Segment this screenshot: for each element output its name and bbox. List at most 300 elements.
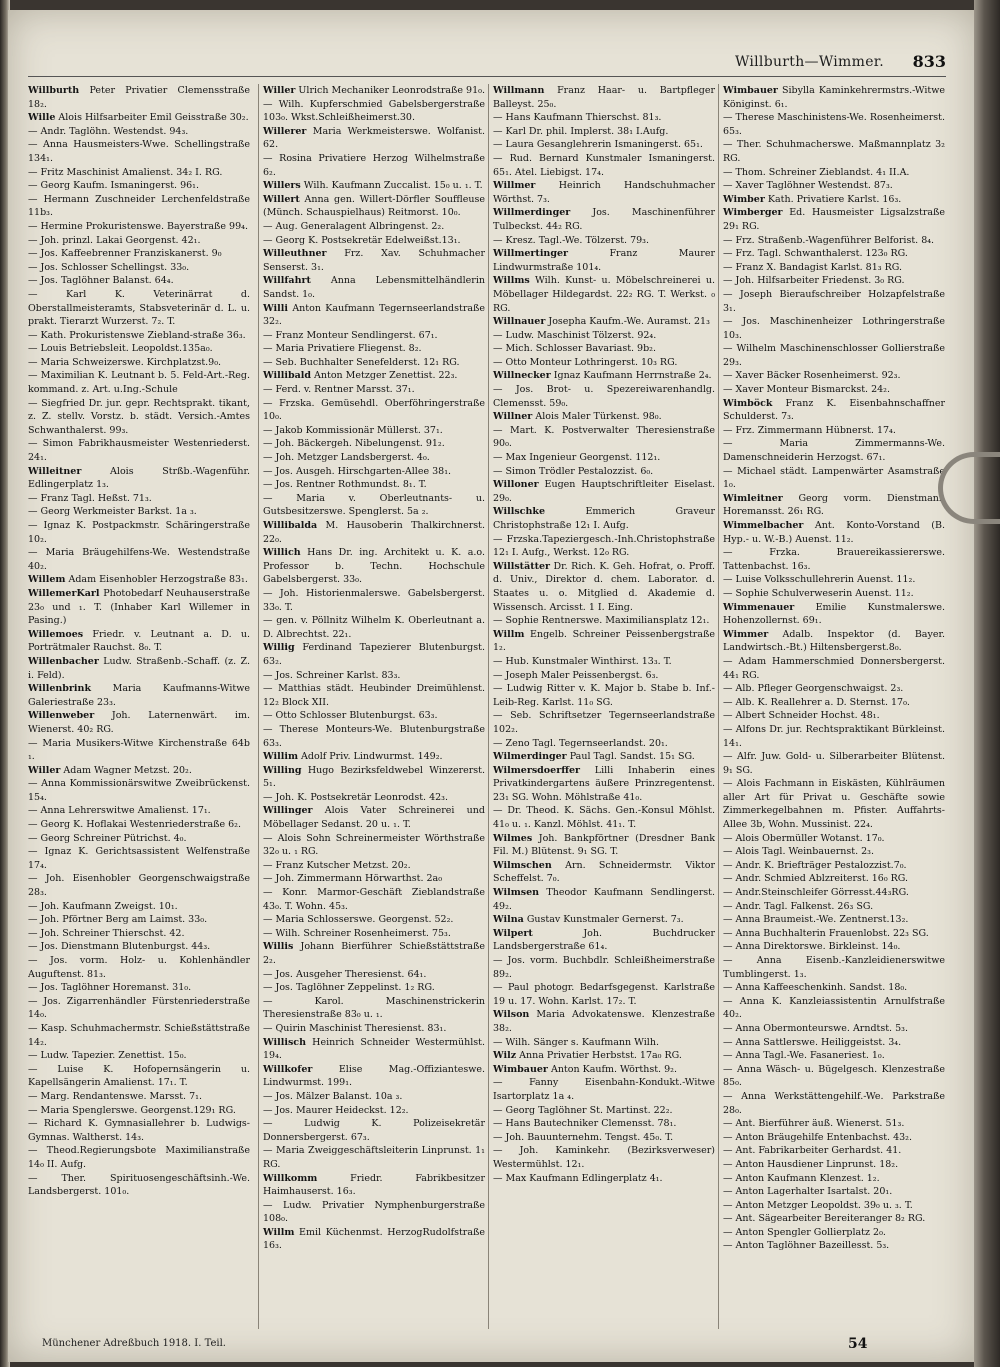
entry-text: Wilh. Kunst- u. Möbelschreinerei u. Möbellager Hildegardst. 22₂ RG. T. Werkst. ₀ RG.	[493, 275, 715, 314]
entry-text: — Anna Obermonteurswe. Arndtst. 5₃.	[723, 1022, 908, 1034]
entry-surname: Wimmer	[723, 628, 769, 640]
directory-entry	[723, 546, 945, 573]
directory-entry	[493, 247, 715, 274]
entry-text: — Georg Werkmeister Barkst. 1a ₃.	[28, 506, 197, 518]
entry-surname: Willm	[263, 1226, 295, 1238]
directory-entry	[28, 573, 250, 587]
entry-text: — Konr. Marmor-Geschäft Zieblandstraße 43₀. T. Wohn. 45₃.	[263, 887, 485, 912]
entry-text: Paul Tagl. Sandst. 15₁ SG.	[569, 751, 695, 763]
entry-text: Franz Maurer Lindwurmstraße 101₄.	[493, 248, 715, 273]
entry-text: — Sophie Rentnerswe. Maximiliansplatz 12₁.	[493, 615, 710, 627]
entry-surname: Wimbauer	[493, 1063, 548, 1075]
entry-text: Gustav Kunstmaler Gernerst. 7₃.	[526, 914, 684, 926]
directory-entry	[723, 954, 945, 981]
entry-text: Anna Privatier Herbstst. 17a₀ RG.	[519, 1050, 682, 1062]
entry-text: Ulrich Mechaniker Leonrodstraße 91₀.	[298, 85, 485, 96]
directory-entry	[493, 1049, 715, 1063]
directory-entry	[493, 315, 715, 329]
directory-entry	[28, 369, 250, 396]
entry-text: — Frz. Zimmermann Hübnerst. 17₄.	[723, 424, 896, 436]
entry-text: Wilh. Kaufmann Zuccalist. 15₀ u. ₁. T.	[303, 180, 483, 192]
entry-text: — Georg K. Postsekretär Edelweißst.13₁.	[263, 234, 461, 246]
entry-text: Anton Kaufm. Wörthst. 9₂.	[550, 1063, 677, 1075]
entry-text: Friedr. Fabrikbesitzer Haimhauserst. 16₃.	[263, 1172, 485, 1198]
directory-entry	[263, 179, 485, 193]
entry-text: Emmerich Graveur Christophstraße 12₁ I. Aufg.	[493, 506, 715, 531]
entry-surname: Wimber	[723, 193, 765, 205]
directory-entry	[723, 859, 945, 873]
entry-text: — Thom. Schreiner Zieblandst. 4₁ II.A.	[723, 166, 910, 178]
directory-entry	[493, 1008, 715, 1035]
entry-surname: Willm	[493, 628, 525, 640]
directory-entry	[723, 1144, 945, 1158]
entry-text: Franz K. Eisenbahnschaffner Schulderst. 7₃.	[723, 397, 945, 423]
entry-text: — Ant. Fabrikarbeiter Gerhardst. 41.	[723, 1145, 902, 1157]
entry-surname: Willstätter	[493, 560, 551, 572]
directory-entry	[723, 927, 945, 941]
entry-surname: Willmann	[493, 85, 545, 96]
entry-surname: Willmertinger	[493, 248, 569, 260]
entry-text: — Jos. Schreiner Karlst. 83₃.	[263, 669, 401, 681]
entry-text: — Joh. Pförtner Berg am Laimst. 33₀.	[28, 914, 208, 926]
directory-entry	[263, 641, 485, 668]
directory-entry	[723, 886, 945, 900]
entry-surname: Willschke	[493, 506, 545, 518]
directory-entry	[493, 804, 715, 831]
entry-text: — Xaver Bäcker Rosenheimerst. 92₃.	[723, 370, 901, 382]
directory-entry	[28, 1049, 250, 1063]
entry-text: — Hans Kaufmann Thierschst. 81₃.	[493, 112, 662, 124]
entry-surname: Willenbrink	[28, 683, 92, 695]
entry-text: — Anna Buchhalterin Frauenlobst. 22₃ SG.	[723, 927, 929, 939]
entry-text: Ferdinand Tapezierer Blutenburgst. 63₂.	[263, 642, 485, 667]
entry-text: Maria Advokatenswe. Klenzestraße 38₂.	[493, 1009, 715, 1034]
directory-entry	[28, 587, 250, 628]
directory-entry	[28, 655, 250, 682]
entry-surname: Willeitner	[28, 465, 82, 477]
entry-text: — Zeno Tagl. Tegernseerlandst. 20₁.	[493, 737, 668, 749]
directory-entry	[493, 1076, 715, 1103]
entry-text: — Paul photogr. Bedarfsgegenst. Karlstraße 19 u. 17. Wohn. Karlst. 17₂. T.	[493, 982, 715, 1007]
directory-entry	[263, 1117, 485, 1144]
entry-surname: Willkomm	[263, 1172, 318, 1184]
directory-entry	[28, 138, 250, 165]
directory-entry	[493, 1104, 715, 1118]
directory-entry	[263, 723, 485, 750]
directory-entry	[723, 315, 945, 342]
directory-entry	[263, 859, 485, 873]
entry-text: — Andr. K. Briefträger Pestalozzist.7₀.	[723, 859, 907, 871]
directory-entry	[723, 1090, 945, 1117]
directory-entry	[263, 247, 485, 274]
directory-entry	[28, 220, 250, 234]
directory-entry	[28, 193, 250, 220]
entry-text: Joh. Bankpförtner (Dresdner Bank Fil. M.) Blütenst. 9₁ SG. T.	[493, 832, 715, 858]
entry-surname: Wilmersdoerffer	[493, 764, 581, 776]
directory-entry	[723, 587, 945, 601]
directory-entry	[493, 383, 715, 410]
directory-entry	[28, 1172, 250, 1199]
entry-text: — Simon Fabrikhausmeister Westenriederst. 24₁.	[28, 438, 250, 464]
directory-entry	[28, 274, 250, 288]
entry-text: Hugo Bezirksfeldwebel Winzererst. 5₁.	[263, 764, 485, 790]
directory-entry	[723, 872, 945, 886]
directory-entry	[723, 1239, 945, 1253]
directory-entry	[263, 465, 485, 479]
directory-entry	[723, 111, 945, 138]
directory-entry	[263, 886, 485, 913]
entry-text: — Maria Bräugehilfens-We. Westendstraße 40₂.	[28, 547, 250, 572]
entry-text: — Jos. Schlosser Schellingst. 33₀.	[28, 261, 190, 273]
entry-text: — Wilh. Schreiner Rosenheimerst. 75₃.	[263, 927, 451, 939]
entry-text: Eugen Hauptschriftleiter Eiselast. 29₀.	[493, 479, 715, 504]
directory-entry	[263, 193, 485, 220]
directory-entry	[723, 84, 945, 111]
directory-entry	[263, 302, 485, 329]
entry-text: — Anna Sattlerswe. Heiliggeistst. 3₄.	[723, 1036, 902, 1048]
entry-text: — Anna Kommissionärswitwe Zweibrückenst. 15₄.	[28, 778, 250, 803]
entry-text: — Jos. vorm. Holz- u. Kohlenhändler Auguftenst. 81₃.	[28, 955, 250, 980]
directory-entry	[263, 1063, 485, 1090]
entry-text: M. Hausoberin Thalkirchnerst. 22₀.	[263, 520, 485, 545]
directory-entry	[28, 261, 250, 275]
entry-text: — Alb. Pfleger Georgenschwaigst. 2₃.	[723, 683, 904, 695]
entry-text: — Joh. Kaufmann Zweigst. 10₁.	[28, 900, 178, 912]
entry-surname: Willmerdinger	[493, 207, 571, 219]
directory-entry	[493, 138, 715, 152]
entry-text: — Therese Monteurs-We. Blutenburgstraße 63₃.	[263, 723, 485, 749]
directory-entry	[723, 383, 945, 397]
directory-entry	[493, 1036, 715, 1050]
directory-entry	[493, 342, 715, 356]
directory-entry	[723, 369, 945, 383]
entry-text: Johann Bierführer Schießstättstraße 2₂.	[263, 941, 485, 966]
directory-entry	[263, 968, 485, 982]
entry-text: — Alfons Dr. jur. Rechtspraktikant Bürkleinst. 14₁.	[723, 723, 945, 749]
directory-entry	[28, 682, 250, 709]
directory-entry	[263, 274, 485, 301]
entry-text: — Alois Sohn Schreinermeister Wörthstraße 32₀ u. ₁ RG.	[263, 832, 485, 858]
directory-entry	[263, 383, 485, 397]
entry-text: — Ludwig K. Polizeisekretär Donnersbergerst. 67₃.	[263, 1118, 485, 1143]
entry-text: — Maria Spenglerswe. Georgenst.129₁ RG.	[28, 1104, 236, 1116]
entry-text: — Luise K. Hofopernsängerin u. Kapellsängerin Amalienst. 17₁. T.	[28, 1063, 250, 1089]
entry-text: — Kresz. Tagl.-We. Tölzerst. 79₃.	[493, 234, 649, 246]
directory-entry	[263, 234, 485, 248]
entry-surname: Willibalda	[263, 520, 318, 531]
directory-entry	[493, 1063, 715, 1077]
entry-text: Heinrich Handschuhmacher Wörthst. 7₃.	[493, 180, 715, 205]
entry-text: — Andr. Taglöhn. Westendst. 94₃.	[28, 125, 189, 137]
entry-text: — Alois Tagl. Weinbauernst. 2₃.	[723, 846, 875, 858]
directory-entry	[723, 492, 945, 519]
entry-text: — Simon Trödler Pestalozzist. 6₀.	[493, 465, 654, 477]
directory-entry	[493, 505, 715, 532]
directory-entry	[493, 356, 715, 370]
entry-surname: Willemoes	[28, 628, 84, 640]
entry-text: Frz. Xav. Schuhmacher Senserst. 3₁.	[263, 248, 485, 273]
entry-text: Anna Lebensmittelhändlerin Sandst. 1₀.	[263, 275, 485, 300]
directory-entry	[493, 111, 715, 125]
directory-entry	[28, 764, 250, 778]
entry-text: Josepha Kaufm.-We. Auramst. 21₃	[548, 316, 710, 328]
entry-surname: Willms	[493, 275, 530, 287]
entry-text: — Maria Schweizerswe. Kirchplatzst.9₀.	[28, 356, 222, 368]
directory-entry	[493, 764, 715, 805]
entry-surname: Willmer	[493, 180, 536, 192]
entry-text: — Richard K. Gymnasiallehrer b. Ludwigs-Gymnas. Waltherst. 14₃.	[28, 1118, 250, 1143]
entry-surname: Willnauer	[493, 316, 546, 328]
entry-text: Kath. Privatiere Karlst. 16₃.	[767, 193, 902, 205]
entry-text: — Dr. Theod. K. Sächs. Gen.-Konsul Möhlst. 41₀ u. ₁. Kanzl. Möhlst. 41₁. T.	[493, 805, 715, 831]
directory-entry	[28, 342, 250, 356]
entry-text: Alois Maler Türkenst. 98₀.	[535, 411, 662, 423]
entry-text: — Anna K. Kanzleiassistentin Arnulfstraße 40₂.	[723, 995, 945, 1021]
directory-entry	[723, 628, 945, 655]
directory-entry	[723, 179, 945, 193]
directory-entry	[28, 397, 250, 438]
directory-entry	[493, 669, 715, 683]
directory-entry	[28, 111, 250, 125]
entry-text: — Andr. Tagl. Falkenst. 26₃ SG.	[723, 900, 874, 912]
directory-entry	[723, 845, 945, 859]
entry-text: — Maria Privatiere Fliegenst. 8₂.	[263, 343, 422, 355]
entry-text: Adam Eisenhobler Herzogstraße 83₁.	[68, 574, 248, 586]
page-footer	[28, 1336, 946, 1356]
entry-text: — Ludw. Privatier Nymphenburgerstraße 108₀.	[263, 1199, 485, 1225]
entry-surname: Wilson	[493, 1009, 530, 1021]
directory-entry	[263, 804, 485, 831]
entry-text: — Siegfried Dr. jur. gepr. Rechtsprakt. tikant, z. Z. stellv. Vorstz. b. städt. Versich.-Amtes Schwanthalerst. 99₃.	[28, 397, 250, 436]
entry-text: — Xaver Monteur Bismarckst. 24₂.	[723, 384, 891, 396]
entry-text: — Jos. vorm. Buchbdlr. Schleißheimerstraße 89₂.	[493, 955, 715, 980]
entry-text: — Maria Zimmermanns-We. Damenschneiderin Herzogst. 67₁.	[723, 438, 945, 464]
directory-entry	[493, 927, 715, 954]
entry-text: — Kasp. Schuhmachermstr. Schießstättstraße 14₂.	[28, 1022, 250, 1048]
entry-text: — Andr. Schmied Ablzreiterst. 16₀ RG.	[723, 873, 909, 885]
directory-entry	[263, 84, 485, 98]
entry-text: — Maria Zweiggeschäftsleiterin Linprunst. 1₁ RG.	[263, 1145, 485, 1170]
entry-text: — Matthias städt. Heubinder Dreimühlenst. 12₂ Block XII.	[263, 683, 485, 708]
entry-text: Heinrich Schneider Westermühlst. 19₄.	[263, 1036, 485, 1062]
entry-surname: WillemerKarl	[28, 587, 100, 599]
directory-entry	[723, 696, 945, 710]
entry-surname: Willeuthner	[263, 248, 327, 260]
entry-text: Arn. Schneidermstr. Viktor Scheffelst. 7₀.	[493, 859, 715, 885]
directory-entry	[28, 546, 250, 573]
entry-text: Elise Mag.-Offizianteswe. Lindwurmst. 199₁.	[263, 1063, 485, 1089]
entry-text: — Anna Kaffeeschenkinh. Sandst. 18₀.	[723, 982, 908, 994]
entry-text: Hans Dr. ing. Architekt u. K. a.o. Professor b. Techn. Hochschule Gabelsbergerst. 33₀.	[263, 547, 485, 586]
directory-entry	[723, 682, 945, 696]
directory-entry	[723, 995, 945, 1022]
directory-entry	[493, 206, 715, 233]
directory-entry	[28, 927, 250, 941]
entry-text: Lilli Inhaberin eines Privatkindergartens äußere Prinzregentenst. 23₁ SG. Wohn. Möhlstraße 41₀.	[493, 764, 715, 803]
entry-surname: Wilmsen	[493, 887, 540, 899]
directory-entry	[723, 234, 945, 248]
entry-text: — Maria Musikers-Witwe Kirchenstraße 64b ₁.	[28, 737, 250, 763]
directory-entry	[263, 1104, 485, 1118]
entry-text: — Franz Kutscher Metzst. 20₂.	[263, 859, 411, 871]
entry-surname: Wilpert	[493, 927, 533, 939]
directory-entry	[493, 424, 715, 451]
directory-entry	[263, 329, 485, 343]
entry-surname: Wimmenauer	[723, 601, 795, 613]
directory-entry	[28, 329, 250, 343]
entry-text: — Frzka. Brauereikassiererswe. Tattenbachst. 16₃.	[723, 547, 945, 572]
directory-entry	[723, 723, 945, 750]
entry-text: — Hub. Kunstmaler Winthirst. 13₃. T.	[493, 655, 672, 667]
directory-entry	[723, 288, 945, 315]
entry-surname: Willi	[263, 302, 288, 314]
entry-text: — Alb. K. Reallehrer a. D. Sternst. 17₀.	[723, 696, 910, 708]
directory-entry	[28, 247, 250, 261]
directory-entry	[263, 927, 485, 941]
directory-entry	[263, 940, 485, 967]
entry-text: — gen. v. Pöllnitz Wilhelm K. Oberleutnant a. D. Albrechtst. 22₁.	[263, 615, 485, 640]
entry-text: — Ludw. Maschinist Tölzerst. 92₄.	[493, 329, 657, 341]
entry-text: — Anton Taglöhner Bazeillesst. 5₃.	[723, 1240, 890, 1252]
directory-entry	[263, 125, 485, 152]
entry-text: — Frz. Straßenb.-Wagenführer Belforist. 8₄.	[723, 234, 935, 246]
entry-surname: Willert	[263, 193, 300, 205]
directory-entry	[28, 1117, 250, 1144]
directory-entry	[263, 587, 485, 614]
directory-entry	[723, 1117, 945, 1131]
entry-text: — Anton Lagerhalter Isartalst. 20₁.	[723, 1186, 893, 1198]
directory-entry	[723, 274, 945, 288]
directory-entry	[493, 179, 715, 206]
entry-text: — Ferd. v. Rentner Marsst. 37₁.	[263, 384, 415, 396]
entry-text: — Joseph Maler Peissenbergst. 6₃.	[493, 669, 659, 681]
entry-text: — Anton Metzger Leopoldst. 39₀ u. ₃. T.	[723, 1199, 913, 1211]
directory-entry	[723, 1185, 945, 1199]
binder-clip	[938, 452, 1000, 524]
directory-entry	[493, 614, 715, 628]
entry-text: — Michael städt. Lampenwärter Asamstraße 1₀.	[723, 465, 945, 491]
directory-entry	[493, 1144, 715, 1171]
directory-entry	[263, 98, 485, 125]
entry-text: Joh. Buchdrucker Landsbergerstraße 61₄.	[493, 927, 715, 953]
directory-entry	[28, 995, 250, 1022]
entry-text: — Jos. Taglöhner Horemanst. 31₀.	[28, 982, 192, 994]
entry-text: Alois Strßb.-Wagenführ. Edlingerplatz 1₃.	[28, 465, 250, 491]
directory-entry	[263, 913, 485, 927]
entry-text: — Ignaz K. Postpackmstr. Schäringerstraße 10₂.	[28, 520, 250, 545]
entry-text: Anna gen. Willert-Dörfler Soufflеuse (Münch. Schauspielhaus) Reitmorst. 10₀.	[263, 193, 485, 219]
entry-text: — Jos. Rentner Rothmundst. 8₁. T.	[263, 479, 427, 491]
directory-entry	[263, 682, 485, 709]
directory-entry	[263, 1022, 485, 1036]
entry-text: — Ignaz K. Gerichtsassistent Welfenstraße 17₄.	[28, 846, 250, 871]
entry-text: Emil Küchenmst. HerzogRudolfstraße 16₃.	[263, 1226, 485, 1252]
entry-surname: Wilna	[493, 914, 524, 926]
directory-entry	[263, 1036, 485, 1063]
directory-entry	[723, 342, 945, 369]
entry-text: Alois Hilfsarbeiter Emil Geisstraße 30₂.	[58, 112, 249, 124]
directory-entry	[723, 832, 945, 846]
directory-entry	[723, 750, 945, 777]
directory-entry	[723, 601, 945, 628]
directory-entry	[493, 533, 715, 560]
entry-text: — Joh. Schreiner Thierschst. 42.	[28, 927, 185, 939]
entry-text: — Joh. prinzl. Lakai Georgenst. 42₁.	[28, 234, 201, 246]
entry-text: — Wilh. Sänger s. Kaufmann Wilh.	[493, 1036, 659, 1048]
directory-entry	[723, 193, 945, 207]
directory-entry	[493, 451, 715, 465]
directory-columns	[28, 84, 943, 1329]
directory-entry	[723, 437, 945, 464]
entry-text: Photobedarf Neuhauserstraße 23₀ und ₁. T. (Inhaber Karl Willemer in Pasing.)	[28, 587, 250, 627]
entry-text: Anton Metzger Zenettist. 22₃.	[314, 370, 458, 382]
directory-entry	[723, 465, 945, 492]
entry-surname: Willers	[263, 180, 301, 192]
entry-text: — Anna Wäsch- u. Bügelgesch. Klenzestraße 85₀.	[723, 1063, 945, 1089]
entry-surname: Willis	[263, 941, 294, 953]
directory-entry	[493, 84, 715, 111]
entry-text: — Georg Taglöhner St. Martinst. 22₂.	[493, 1104, 673, 1116]
directory-entry	[723, 709, 945, 723]
entry-text: — Theod.Regierungsbote Maximilianstraße 14₀ II. Aufg.	[28, 1145, 250, 1170]
entry-surname: Willer	[28, 764, 61, 776]
entry-text: — Mart. K. Postverwalter Theresienstraße 90₀.	[493, 424, 715, 450]
entry-text: — Mich. Schlosser Bavariast. 9b₂.	[493, 343, 657, 355]
entry-text: — Franz X. Bandagist Karlst. 81₃ RG.	[723, 261, 903, 273]
directory-entry	[493, 1172, 715, 1186]
directory-entry	[723, 519, 945, 546]
entry-text: — Alois Fachmann in Eiskästen, Kühlräumen aller Art für Privat u. Geschäfte sowie Zimmerkegelbahnen m. Pfister. Auffahrts-Allee 3b, Wohn. Mussinist. 22₄.	[723, 778, 945, 831]
directory-entry	[28, 1063, 250, 1090]
entry-surname: Willfahrt	[263, 275, 311, 287]
directory-entry	[493, 886, 715, 913]
entry-surname: Wimböck	[723, 397, 773, 409]
page-number: 833	[912, 52, 946, 71]
entry-text: — Jakob Kommissionär Müllerst. 37₁.	[263, 424, 443, 436]
directory-entry	[263, 451, 485, 465]
directory-entry	[723, 397, 945, 424]
entry-text: Emilie Kunstmalerswe. Hohenzollernst. 69₁.	[723, 601, 945, 627]
entry-surname: Wimleitner	[723, 492, 783, 504]
entry-text: — Seb. Schriftsetzer Tegernseerlandstraße 102₂.	[493, 710, 715, 735]
entry-text: — Maria Schlosserswe. Georgenst. 52₂.	[263, 914, 454, 926]
entry-text: Peter Privatier Clemensstraße 18₂.	[28, 85, 250, 110]
entry-text: Sibylla Kaminkehrermstrs.-Witwe Königinst. 6₁.	[723, 85, 945, 110]
entry-text: — Anton Hausdiener Linprunst. 18₂.	[723, 1158, 899, 1170]
directory-entry	[723, 206, 945, 233]
entry-surname: Wimmelbacher	[723, 520, 804, 531]
entry-text: — Alois Obermüller Wotanst. 17₀.	[723, 832, 885, 844]
directory-entry	[723, 940, 945, 954]
entry-text: — Hermann Zuschneider Lerchenfeldstraße 11b₃.	[28, 193, 250, 219]
entry-text: Jos. Maschinenführer Tulbeckst. 44₂ RG.	[493, 207, 715, 232]
entry-text: — Laura Gesanglehrerin Ismaningerst. 65₁.	[493, 139, 703, 151]
directory-entry	[723, 1036, 945, 1050]
directory-entry	[263, 764, 485, 791]
entry-surname: Wimbauer	[723, 85, 778, 96]
entry-text: — Jos. Zigarrenhändler Fürstenriederstraße 14₀.	[28, 995, 250, 1021]
directory-entry	[28, 818, 250, 832]
directory-entry	[493, 410, 715, 424]
directory-entry	[263, 981, 485, 995]
column-4	[718, 84, 945, 1329]
directory-entry	[28, 940, 250, 954]
entry-text: — Maria v. Oberleutnants- u. Gutsbesitzerswe. Spenglerst. 5a ₂.	[263, 492, 485, 518]
entry-text: — Max Kaufmann Edlingerplatz 4₁.	[493, 1172, 663, 1184]
entry-text: — Joh. Bauunternehm. Tengst. 45₀. T.	[493, 1131, 674, 1143]
directory-entry	[723, 981, 945, 995]
entry-text: — Wilh. Kupferschmied Gabelsbergerstraße 103₀. Wkst.Schleißheimerst.30.	[263, 98, 485, 124]
